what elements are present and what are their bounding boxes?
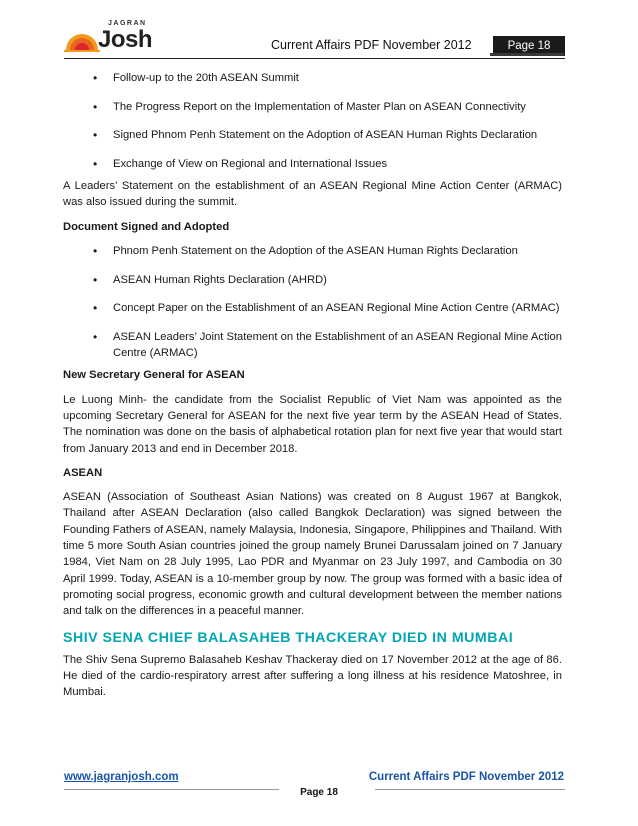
logo-brand-small: JAGRAN bbox=[108, 20, 147, 27]
logo-brand: Josh bbox=[98, 26, 153, 53]
list-item: • ASEAN Human Rights Declaration (AHRD) bbox=[75, 272, 562, 288]
website-link[interactable]: www.jagranjosh.com bbox=[64, 771, 179, 783]
list-item: • Exchange of View on Regional and International Issues bbox=[75, 156, 562, 172]
secretary-paragraph: Le Luong Minh- the candidate from the Socialist Republic of Viet Nam was appointed as the upcoming Secretary General for ASEAN for the next five year term by the ASEAN Head of States. The nomination was done on the basis of alphabetical rotation plan for next five year that would start from January 2013 and end in December 2018. bbox=[63, 393, 562, 455]
secretary-heading: New Secretary General for ASEAN bbox=[63, 369, 245, 382]
thackeray-paragraph: The Shiv Sena Supremo Balasaheb Keshav Thackeray died on 17 November 2012 at the age of 86. He died of the cardio-respiratory arrest after suffering a long illness at his residence Matoshree, in Mumbai. bbox=[63, 653, 562, 699]
section-title: SHIV SENA CHIEF BALASAHEB THACKERAY DIED IN MUMBAI bbox=[63, 629, 514, 646]
list-item: • ASEAN Leaders’ Joint Statement on the Establishment of an ASEAN Regional Mine Action Centre (ARMAC) bbox=[75, 329, 562, 362]
summit-agenda-list bbox=[75, 70, 562, 172]
header-title: Current Affairs PDF November 2012 bbox=[271, 38, 472, 52]
documents-heading: Document Signed and Adopted bbox=[63, 220, 230, 233]
page-badge: Page 18 bbox=[493, 36, 565, 56]
footer-title: Current Affairs PDF November 2012 bbox=[368, 771, 564, 783]
jagran-josh-logo bbox=[64, 20, 174, 56]
article-body bbox=[63, 70, 562, 709]
asean-paragraph: ASEAN (Association of Southeast Asian Nations) was created on 8 August 1967 at Bangkok, Thailand after ASEAN Declaration (also called Bangkok Declaration) was signed between the Founding Fathers of ASEAN, namely Malaysia, Indonesia, Singapore, Philippines and Thailand. With time 5 more South Asian countries joined the group namely Brunei Darussalam joined on 7 January 1984, Viet Nam on 28 July 1995, Lao PDR and Myanmar on 23 July 1997, and Cambodia on 30 April 1999. Today, ASEAN is a 10-member group by now. The group was formed with a basic idea of promoting social progress, economic growth and cultural development between the member nations and talk on the differences in a peaceful manner. bbox=[63, 491, 562, 618]
sunrise-logo-icon bbox=[64, 24, 100, 54]
header-divider bbox=[64, 58, 565, 59]
list-item: • Concept Paper on the Establishment of an ASEAN Regional Mine Action Centre (ARMAC) bbox=[75, 300, 562, 316]
list-item: • Follow-up to the 20th ASEAN Summit bbox=[75, 70, 562, 86]
asean-heading: ASEAN bbox=[63, 466, 103, 479]
armac-paragraph: A Leaders’ Statement on the establishment of an ASEAN Regional Mine Action Center (ARMAC) was also issued during the summit. bbox=[63, 180, 562, 209]
list-item: • Phnom Penh Statement on the Adoption of the ASEAN Human Rights Declaration bbox=[75, 243, 562, 259]
footer-page-number: Page 18 bbox=[300, 787, 338, 798]
list-item: • The Progress Report on the Implementation of Master Plan on ASEAN Connectivity bbox=[75, 99, 562, 115]
list-item: • Signed Phnom Penh Statement on the Adoption of ASEAN Human Rights Declaration bbox=[75, 127, 562, 143]
documents-list bbox=[75, 243, 562, 361]
